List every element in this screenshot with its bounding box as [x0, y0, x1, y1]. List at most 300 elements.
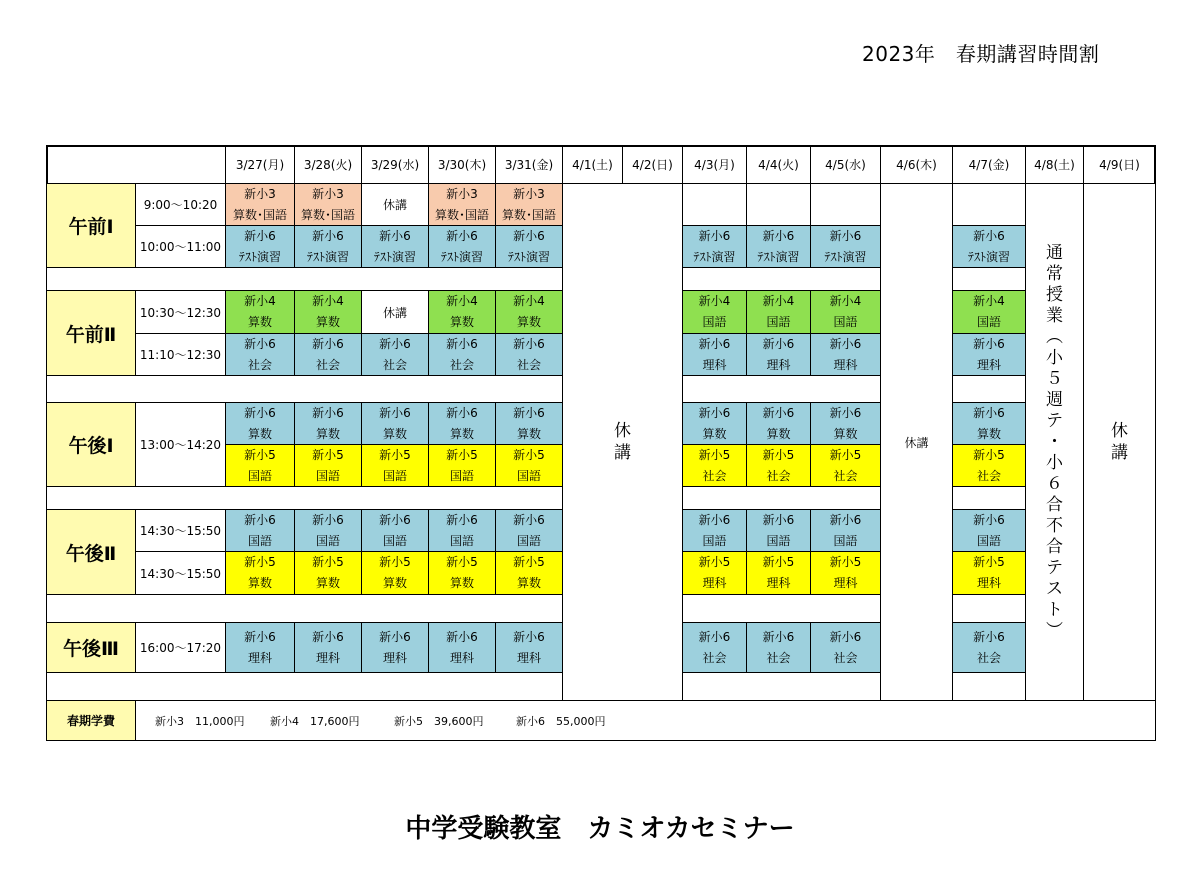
class-line: 新小5 — [379, 555, 411, 569]
class-cell — [361, 333, 429, 376]
time-slot: 14:30～15:50 — [135, 509, 226, 552]
class-line: 新小4 — [973, 294, 1005, 308]
period-label: 午前Ⅱ — [46, 290, 136, 376]
class-line: 国語 — [976, 315, 1001, 329]
class-cell — [746, 225, 811, 268]
class-cell — [428, 290, 496, 334]
header-blank — [46, 145, 226, 184]
regular-class-char: 合 — [1046, 494, 1063, 515]
class-line: 新小6 — [513, 512, 545, 527]
class-cell — [952, 622, 1026, 673]
class-cell — [361, 622, 429, 673]
class-cell — [428, 183, 496, 226]
class-line: 新小5 — [973, 555, 1005, 569]
fee-item: 新小6 55,000円 — [516, 715, 606, 728]
class-line: 新小6 — [698, 336, 731, 351]
fee-item: 新小3 11,000円 — [155, 715, 245, 728]
class-cell — [746, 509, 811, 552]
empty-cell — [682, 183, 747, 226]
class-line: 算数 — [766, 426, 791, 441]
separator-row — [46, 594, 563, 623]
class-line: 算数 — [702, 426, 727, 441]
class-cell — [952, 444, 1026, 487]
class-line: 国語 — [247, 533, 272, 548]
time-slot: 11:10～12:30 — [135, 333, 226, 376]
class-cell — [294, 444, 362, 487]
class-line: 新小6 — [762, 512, 795, 527]
class-line: 社会 — [766, 650, 791, 665]
class-line: 新小6 — [446, 228, 478, 243]
class-cell — [952, 509, 1026, 552]
separator-row — [952, 486, 1026, 510]
regular-class-char: ５ — [1046, 368, 1063, 389]
separator-row — [682, 267, 881, 291]
class-line: 新小6 — [973, 512, 1005, 527]
class-cell — [682, 444, 747, 487]
class-line: 新小5 — [829, 447, 862, 462]
class-line: 理科 — [976, 357, 1001, 372]
class-line: 理科 — [702, 357, 727, 372]
class-cell — [428, 333, 496, 376]
class-line: ﾃｽﾄ演習 — [306, 249, 349, 264]
class-line: 新小3 — [312, 186, 344, 201]
class-line: 新小6 — [379, 228, 411, 243]
class-cell — [495, 551, 563, 595]
rest-cell: 休講 — [361, 183, 429, 226]
period-label: 午後Ⅱ — [46, 509, 136, 595]
class-cell — [810, 509, 881, 552]
class-line: 新小6 — [973, 336, 1005, 351]
date-header: 3/29(水) — [361, 145, 429, 184]
class-line: 新小6 — [762, 228, 795, 243]
class-line: 新小4 — [446, 294, 478, 308]
regular-class-char: ︶ — [1046, 620, 1063, 641]
class-line: 新小3 — [446, 186, 478, 201]
class-cell — [428, 551, 496, 595]
class-line: 算数･国語 — [501, 207, 556, 222]
class-line: 社会 — [833, 468, 858, 483]
class-line: 新小6 — [244, 629, 276, 644]
class-cell — [428, 622, 496, 673]
class-line: 新小5 — [446, 447, 478, 462]
class-line: 新小5 — [312, 555, 344, 569]
class-line: 社会 — [976, 650, 1001, 665]
class-line: 国語 — [833, 533, 858, 548]
class-line: 理科 — [516, 650, 541, 665]
class-line: 理科 — [976, 576, 1001, 590]
class-line: 新小6 — [312, 405, 344, 420]
class-line: 理科 — [766, 576, 791, 590]
empty-cell — [952, 183, 1026, 226]
class-line: 新小4 — [513, 294, 545, 308]
class-cell — [495, 333, 563, 376]
class-line: 新小6 — [312, 512, 344, 527]
class-cell — [682, 509, 747, 552]
class-line: 新小6 — [973, 629, 1005, 644]
date-header: 3/28(火) — [294, 145, 362, 184]
class-line: 国語 — [766, 533, 791, 548]
date-header: 4/7(金) — [952, 145, 1026, 184]
class-cell — [294, 509, 362, 552]
class-cell — [682, 333, 747, 376]
class-cell — [952, 225, 1026, 268]
class-line: 国語 — [516, 533, 541, 548]
class-line: 新小6 — [513, 405, 545, 420]
class-cell — [361, 509, 429, 552]
class-cell — [294, 622, 362, 673]
rest-char: 休 — [1111, 421, 1128, 441]
class-cell — [428, 225, 496, 268]
regular-class-char: ト — [1046, 599, 1063, 620]
class-line: ﾃｽﾄ演習 — [757, 249, 800, 264]
period-label: 午後Ⅰ — [46, 402, 136, 487]
class-cell — [495, 183, 563, 226]
class-cell — [225, 183, 295, 226]
class-line: 新小6 — [513, 629, 545, 644]
time-slot: 14:30～15:50 — [135, 551, 226, 595]
class-line: 新小5 — [379, 447, 411, 462]
date-header: 3/27(月) — [225, 145, 295, 184]
class-cell — [225, 444, 295, 487]
class-line: 新小5 — [244, 447, 276, 462]
class-cell — [361, 402, 429, 445]
class-cell — [294, 333, 362, 376]
time-slot: 13:00～14:20 — [135, 402, 226, 487]
class-cell — [225, 290, 295, 334]
class-line: 新小6 — [379, 405, 411, 420]
class-cell — [682, 225, 747, 268]
class-line: 新小6 — [244, 512, 276, 527]
separator-row — [682, 594, 881, 623]
class-cell — [294, 290, 362, 334]
class-line: 新小6 — [829, 405, 862, 420]
class-cell — [682, 622, 747, 673]
regular-class-char: ・ — [1046, 431, 1063, 452]
period-label: 午前Ⅰ — [46, 183, 136, 268]
class-line: 国語 — [976, 533, 1001, 548]
separator-row — [46, 267, 563, 291]
class-line: ﾃｽﾄ演習 — [507, 249, 550, 264]
class-cell — [682, 551, 747, 595]
class-line: 新小6 — [698, 512, 731, 527]
class-line: 国語 — [315, 533, 340, 548]
class-line: 新小6 — [446, 336, 478, 351]
rest-char: 講 — [614, 443, 631, 463]
separator-row — [952, 267, 1026, 291]
class-line: 新小5 — [513, 555, 545, 569]
date-header: 4/5(水) — [810, 145, 881, 184]
class-line: 国語 — [702, 315, 727, 329]
class-line: ﾃｽﾄ演習 — [238, 249, 281, 264]
date-header: 3/31(金) — [495, 145, 563, 184]
class-line: 国語 — [516, 468, 541, 483]
class-line: 理科 — [833, 576, 858, 590]
class-line: 算数･国語 — [232, 207, 287, 222]
class-line: ﾃｽﾄ演習 — [967, 249, 1010, 264]
class-line: ﾃｽﾄ演習 — [440, 249, 483, 264]
class-line: 新小6 — [829, 629, 862, 644]
class-line: 社会 — [516, 357, 541, 372]
class-cell — [810, 333, 881, 376]
class-line: 理科 — [315, 650, 340, 665]
class-line: 算数 — [247, 315, 272, 329]
class-line: 国語 — [449, 533, 474, 548]
class-cell — [682, 290, 747, 334]
class-line: 新小6 — [973, 228, 1005, 243]
fee-label: 春期学費 — [46, 700, 136, 741]
class-cell — [495, 509, 563, 552]
date-header: 4/6(木) — [880, 145, 953, 184]
class-line: 新小5 — [762, 555, 795, 569]
class-line: 理科 — [449, 650, 474, 665]
class-line: 新小6 — [829, 336, 862, 351]
rest-block — [1083, 183, 1156, 701]
class-line: 新小6 — [698, 228, 731, 243]
fee-item: 新小4 17,600円 — [270, 715, 360, 728]
class-cell — [428, 402, 496, 445]
class-cell — [952, 551, 1026, 595]
rest-char: 講 — [1111, 443, 1128, 463]
regular-class-char: 小 — [1046, 452, 1063, 473]
rest-block — [562, 183, 683, 701]
class-line: 新小6 — [513, 336, 545, 351]
empty-cell — [746, 183, 811, 226]
class-line: 社会 — [976, 468, 1001, 483]
class-line: 算数 — [516, 426, 541, 441]
class-cell — [495, 402, 563, 445]
separator-row — [46, 486, 563, 510]
class-cell — [361, 444, 429, 487]
regular-class-char: ス — [1046, 578, 1063, 599]
period-label: 午後Ⅲ — [46, 622, 136, 673]
class-line: 理科 — [833, 357, 858, 372]
regular-class-char: ６ — [1046, 473, 1063, 494]
class-line: 国語 — [833, 315, 858, 329]
time-slot: 16:00～17:20 — [135, 622, 226, 673]
class-line: 新小6 — [244, 405, 276, 420]
school-name: 中学受験教室 カミオカセミナー — [405, 814, 795, 844]
class-line: 新小6 — [446, 629, 478, 644]
class-line: 算数 — [976, 426, 1001, 441]
class-line: 算数･国語 — [300, 207, 355, 222]
date-header: 4/9(日) — [1083, 145, 1156, 184]
separator-row — [952, 594, 1026, 623]
regular-class-char: ︵ — [1046, 326, 1063, 347]
class-line: 新小6 — [973, 405, 1005, 420]
class-line: 理科 — [766, 357, 791, 372]
class-line: 社会 — [833, 650, 858, 665]
regular-class-char: 通 — [1046, 242, 1063, 263]
class-line: 社会 — [702, 468, 727, 483]
class-line: 算数 — [449, 576, 474, 590]
class-line: 新小5 — [513, 447, 545, 462]
class-line: 新小3 — [244, 186, 276, 201]
page-title: 2023年 春期講習時間割 — [862, 42, 1100, 66]
class-cell — [952, 333, 1026, 376]
class-line: 社会 — [702, 650, 727, 665]
class-cell — [225, 333, 295, 376]
regular-class-char: 常 — [1046, 263, 1063, 284]
regular-class-char: 授 — [1046, 284, 1063, 305]
class-line: 算数 — [516, 576, 541, 590]
class-line: 新小6 — [312, 629, 344, 644]
class-line: 新小3 — [513, 186, 545, 201]
class-line: 算数･国語 — [434, 207, 489, 222]
class-cell — [810, 402, 881, 445]
class-cell — [495, 225, 563, 268]
class-cell — [746, 290, 811, 334]
date-header: 4/4(火) — [746, 145, 811, 184]
class-line: 理科 — [702, 576, 727, 590]
class-cell — [294, 183, 362, 226]
class-line: 新小6 — [829, 228, 862, 243]
date-header: 4/8(土) — [1025, 145, 1084, 184]
class-line: 新小5 — [446, 555, 478, 569]
class-cell — [746, 402, 811, 445]
class-line: 新小4 — [829, 294, 862, 308]
class-cell — [952, 402, 1026, 445]
class-line: 算数 — [382, 426, 407, 441]
class-line: 国語 — [315, 468, 340, 483]
class-line: 理科 — [247, 650, 272, 665]
class-cell — [810, 551, 881, 595]
class-cell — [746, 444, 811, 487]
class-cell — [294, 225, 362, 268]
class-line: 理科 — [382, 650, 407, 665]
class-line: 新小6 — [312, 336, 344, 351]
class-line: 国語 — [382, 533, 407, 548]
class-line: 国語 — [702, 533, 727, 548]
class-line: 新小5 — [829, 555, 862, 569]
separator-row — [46, 672, 563, 701]
class-line: 社会 — [766, 468, 791, 483]
class-line: 新小6 — [379, 512, 411, 527]
class-line: 新小4 — [244, 294, 276, 308]
rest-cell: 休講 — [361, 290, 429, 334]
class-line: 社会 — [449, 357, 474, 372]
class-line: 新小5 — [244, 555, 276, 569]
class-line: 新小6 — [762, 336, 795, 351]
class-line: 新小6 — [446, 512, 478, 527]
time-slot: 10:00～11:00 — [135, 225, 226, 268]
class-line: ﾃｽﾄ演習 — [373, 249, 416, 264]
empty-cell — [810, 183, 881, 226]
class-cell — [361, 551, 429, 595]
class-cell — [810, 225, 881, 268]
regular-class-char: テ — [1046, 557, 1063, 578]
class-line: 新小6 — [312, 228, 344, 243]
class-line: 新小6 — [446, 405, 478, 420]
class-line: 社会 — [382, 357, 407, 372]
class-cell — [495, 622, 563, 673]
class-cell — [810, 290, 881, 334]
class-line: 国語 — [247, 468, 272, 483]
class-line: 新小6 — [762, 405, 795, 420]
class-line: 算数 — [449, 426, 474, 441]
class-line: 社会 — [315, 357, 340, 372]
rest-char: 休 — [614, 421, 631, 441]
class-line: 新小6 — [379, 629, 411, 644]
class-line: 新小4 — [762, 294, 795, 308]
class-line: 新小5 — [762, 447, 795, 462]
class-cell — [225, 622, 295, 673]
class-cell — [294, 402, 362, 445]
regular-class-char: 不 — [1046, 515, 1063, 536]
class-cell — [682, 402, 747, 445]
class-line: 新小6 — [379, 336, 411, 351]
class-line: 新小6 — [829, 512, 862, 527]
class-line: 算数 — [315, 426, 340, 441]
regular-class-block — [1025, 183, 1084, 701]
class-line: 算数 — [449, 315, 474, 329]
class-cell — [495, 290, 563, 334]
class-cell — [746, 333, 811, 376]
class-line: 国語 — [449, 468, 474, 483]
class-cell — [225, 225, 295, 268]
class-cell — [810, 444, 881, 487]
class-line: 新小6 — [244, 228, 276, 243]
date-header: 4/3(月) — [682, 145, 747, 184]
class-cell — [810, 622, 881, 673]
class-line: 新小6 — [244, 336, 276, 351]
date-header: 3/30(木) — [428, 145, 496, 184]
date-header: 4/1(土) — [562, 145, 623, 184]
class-line: ﾃｽﾄ演習 — [824, 249, 867, 264]
class-line: 国語 — [382, 468, 407, 483]
class-line: 新小5 — [312, 447, 344, 462]
regular-class-char: 業 — [1046, 305, 1063, 326]
class-line: 新小5 — [973, 447, 1005, 462]
separator-row — [682, 486, 881, 510]
regular-class-char: 小 — [1046, 347, 1063, 368]
class-line: 算数 — [833, 426, 858, 441]
class-cell — [495, 444, 563, 487]
rest-block: 休講 — [880, 183, 953, 701]
class-line: 算数 — [247, 426, 272, 441]
class-line: 新小6 — [762, 629, 795, 644]
separator-row — [46, 375, 563, 403]
class-line: 算数 — [315, 315, 340, 329]
class-line: 新小4 — [312, 294, 344, 308]
regular-class-char: 週 — [1046, 389, 1063, 410]
fee-item: 新小5 39,600円 — [394, 715, 484, 728]
class-line: 新小4 — [698, 294, 731, 308]
time-slot: 9:00～10:20 — [135, 183, 226, 226]
regular-class-char: 合 — [1046, 536, 1063, 557]
class-cell — [225, 551, 295, 595]
class-line: 算数 — [315, 576, 340, 590]
separator-row — [682, 672, 881, 701]
class-line: 新小6 — [513, 228, 545, 243]
class-line: 算数 — [516, 315, 541, 329]
separator-row — [952, 375, 1026, 403]
class-line: ﾃｽﾄ演習 — [693, 249, 736, 264]
class-cell — [746, 622, 811, 673]
class-cell — [746, 551, 811, 595]
separator-row — [682, 375, 881, 403]
class-cell — [952, 290, 1026, 334]
class-cell — [225, 509, 295, 552]
class-cell — [225, 402, 295, 445]
class-line: 新小5 — [698, 555, 731, 569]
class-line: 新小6 — [698, 405, 731, 420]
class-line: 国語 — [766, 315, 791, 329]
class-cell — [361, 225, 429, 268]
class-line: 新小5 — [698, 447, 731, 462]
class-cell — [294, 551, 362, 595]
separator-row — [952, 672, 1026, 701]
class-line: 社会 — [247, 357, 272, 372]
